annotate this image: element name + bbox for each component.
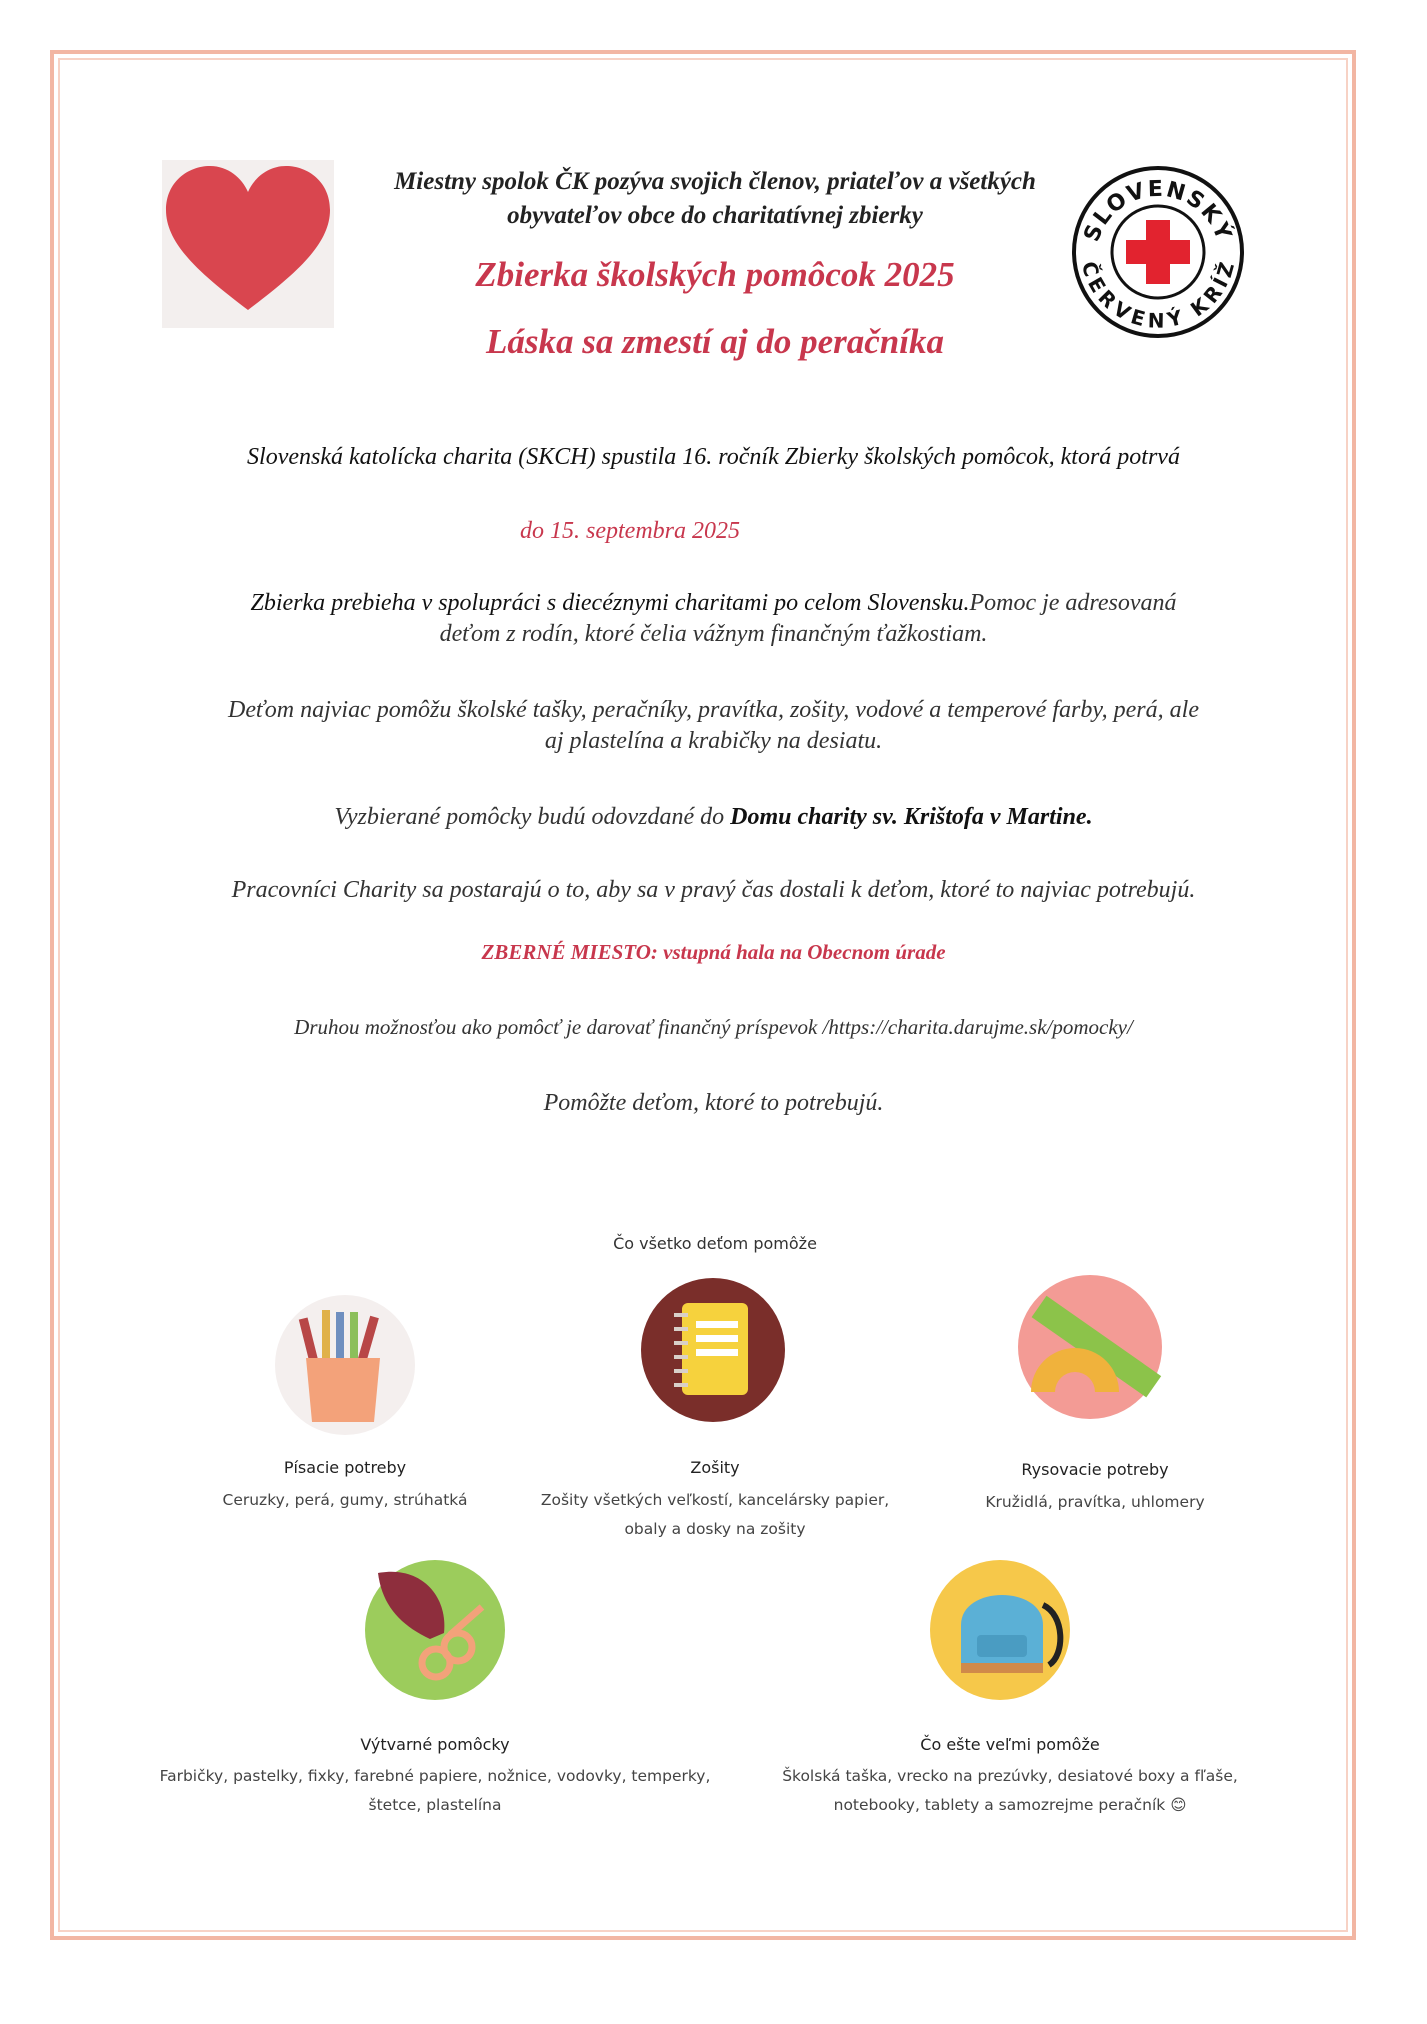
header-intro bbox=[330, 165, 1100, 233]
art-desc-line-1: Farbičky, pastelky, fixky, farebné papiere, nožnice, vodovky, temperky, bbox=[159, 1767, 711, 1785]
paragraph-destination bbox=[120, 802, 1307, 833]
category-writing-title: Písacie potreby bbox=[283, 1458, 407, 1477]
intro-line-1: Miestny spolok ČK pozýva svojich členov, priateľov a všetkých bbox=[394, 168, 1036, 195]
paragraph-donation: Druhou možnosťou ako pomôcť je darovať finančný príspevok /https://charita.darujme.sk/pomocky/ bbox=[294, 1015, 1133, 1039]
category-art-desc bbox=[150, 1762, 720, 1820]
other-desc-line-1: Školská taška, vrecko na prezúvky, desiatové boxy a fľaše, bbox=[782, 1767, 1238, 1785]
paragraph-cooperation bbox=[120, 588, 1307, 650]
paragraph-items bbox=[120, 695, 1307, 757]
notebooks-desc-line-1: Zošity všetkých veľkostí, kancelársky papier, bbox=[540, 1491, 890, 1509]
other-desc-line-2: notebooky, tablety a samozrejme peračník 😊 bbox=[833, 1796, 1187, 1814]
logo-text-bottom: ČERVENÝ KRÍŽ bbox=[1076, 258, 1240, 333]
category-notebooks-title: Zošity bbox=[690, 1458, 740, 1477]
category-writing-desc: Ceruzky, perá, gumy, strúhatká bbox=[222, 1491, 468, 1509]
heart-icon bbox=[162, 160, 334, 328]
cooperation-strong: Zbierka prebieha v spolupráci s diecéznymi charitami po celom Slovensku. bbox=[250, 590, 970, 616]
pencil-cup-icon bbox=[270, 1290, 420, 1440]
category-other-title: Čo ešte veľmi pomôže bbox=[920, 1735, 1100, 1754]
ruler-protractor-icon bbox=[1015, 1272, 1165, 1422]
deadline: do 15. septembra 2025 bbox=[520, 518, 740, 544]
closing-line: Pomôžte deťom, ktoré to potrebujú. bbox=[543, 1090, 884, 1116]
logo-text-top: SLOVENSKÝ bbox=[1079, 176, 1237, 246]
category-notebooks-desc bbox=[520, 1486, 910, 1544]
notebooks-desc-line-2: obaly a dosky na zošity bbox=[624, 1520, 806, 1538]
art-desc-line-2: štetce, plastelína bbox=[368, 1796, 502, 1814]
destination-prefix: Vyzbierané pomôcky budú odovzdané do bbox=[334, 804, 731, 830]
destination-place: Domu charity sv. Krištofa v Martine. bbox=[730, 804, 1093, 830]
category-art-title: Výtvarné pomôcky bbox=[360, 1735, 510, 1754]
category-other-desc bbox=[760, 1762, 1260, 1820]
page-subtitle: Láska sa zmestí aj do peračníka bbox=[486, 322, 944, 361]
items-line-2: aj plastelína a krabičky na desiatu. bbox=[544, 728, 883, 754]
intro-line-2: obyvateľov obce do charitatívnej zbierky bbox=[507, 202, 923, 229]
page-title: Zbierka školských pomôcok 2025 bbox=[475, 255, 955, 294]
cooperation-line-2: deťom z rodín, ktoré čelia vážnym finančným ťažkostiam. bbox=[439, 621, 988, 647]
collection-point: ZBERNÉ MIESTO: vstupná hala na Obecnom úrade bbox=[481, 940, 946, 964]
paragraph-workers: Pracovníci Charity sa postarajú o to, aby sa v pravý čas dostali k deťom, ktoré to najviac potrebujú. bbox=[231, 877, 1196, 903]
paragraph-intro: Slovenská katolícka charita (SKCH) spustila 16. ročník Zbierky školských pomôcok, ktorá potrvá bbox=[247, 444, 1180, 470]
cooperation-rest: Pomoc je adresovaná bbox=[969, 590, 1177, 616]
help-section-title: Čo všetko deťom pomôže bbox=[613, 1234, 817, 1253]
items-line-1: Deťom najviac pomôžu školské tašky, peračníky, pravítka, zošity, vodové a temperové farby, perá, ale bbox=[228, 697, 1199, 723]
backpack-icon bbox=[925, 1555, 1075, 1705]
art-supplies-icon bbox=[360, 1555, 510, 1705]
category-drawing-title: Rysovacie potreby bbox=[1021, 1460, 1169, 1479]
category-drawing-desc: Kružidlá, pravítka, uhlomery bbox=[985, 1493, 1205, 1511]
notebook-icon bbox=[638, 1275, 788, 1425]
